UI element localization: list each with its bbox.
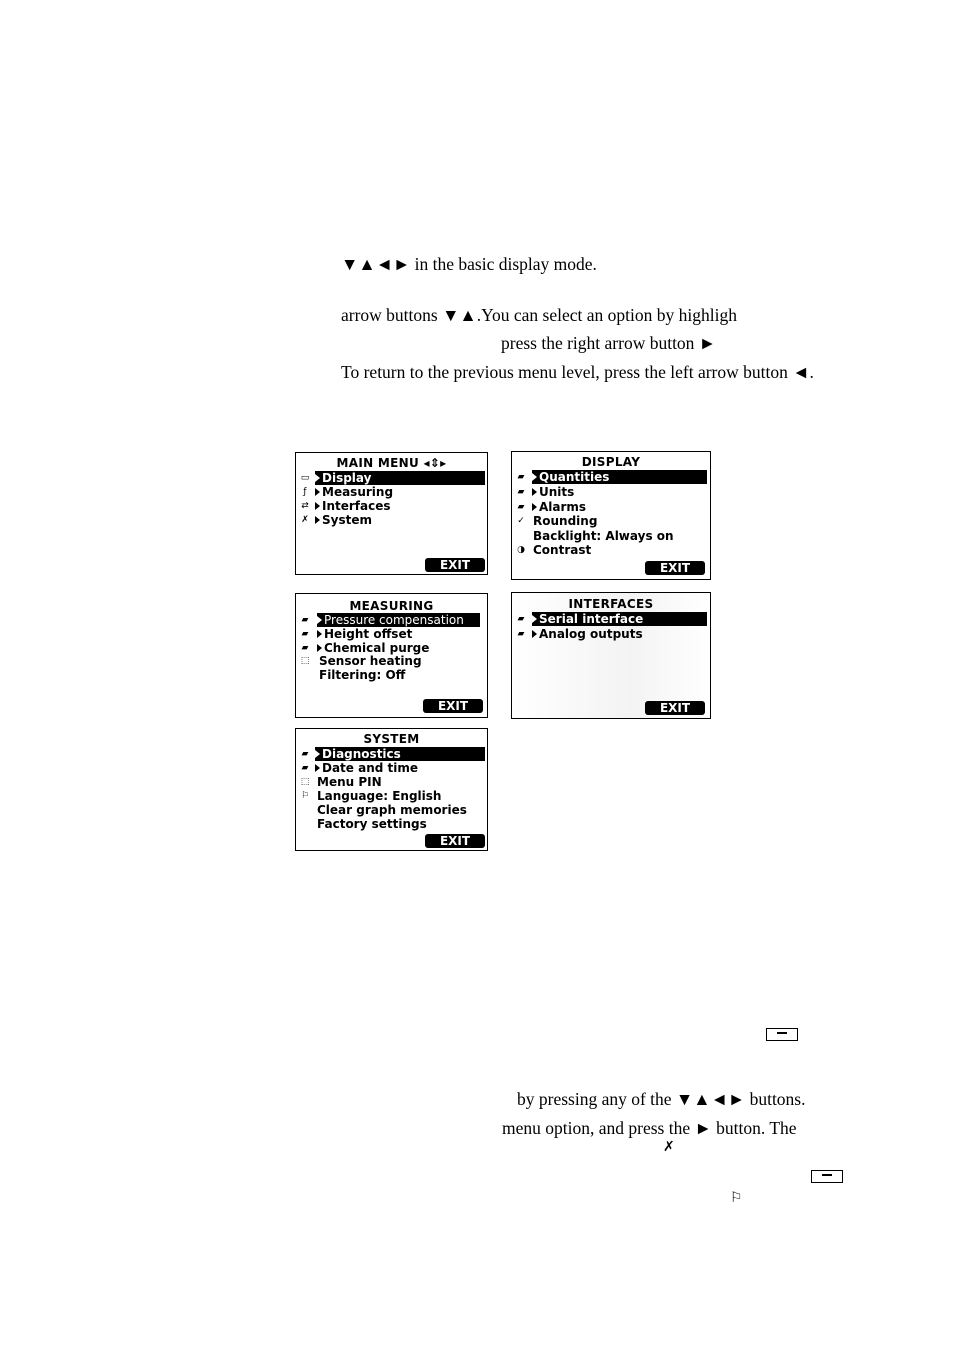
arrow-right-icon (317, 644, 322, 652)
measuring-title: MEASURING (349, 599, 434, 613)
menu-item-menu-pin[interactable]: ⬚ Menu PIN (300, 775, 382, 789)
folder-icon: ▰ (301, 749, 309, 759)
system-title: SYSTEM (363, 732, 420, 746)
text-line-2: arrow buttons ▼▲.You can select an option by highligh (341, 305, 737, 325)
exit-button[interactable]: EXIT (423, 699, 483, 713)
flag-icon: ⚐ (300, 791, 310, 801)
checkbox-icon: ⬚ (300, 777, 310, 787)
display-title: DISPLAY (581, 455, 641, 469)
measuring-screen (295, 593, 488, 718)
folder-icon: ▰ (517, 502, 525, 512)
menu-item-factory-settings[interactable]: Factory settings (317, 817, 427, 831)
interfaces-screen (511, 592, 711, 719)
main-menu-title: MAIN MENU ◂⇕▸ (336, 456, 447, 470)
exit-button[interactable]: EXIT (645, 561, 705, 575)
measuring-icon: ƒ (303, 487, 307, 497)
exit-button[interactable]: EXIT (645, 701, 705, 715)
folder-icon: ▰ (301, 763, 309, 773)
arrow-right-icon (315, 750, 320, 758)
menu-item-analog-outputs[interactable]: ▰ Analog outputs (517, 627, 643, 641)
folder-icon: ▰ (517, 487, 525, 497)
checkbox-icon: ⬚ (300, 656, 310, 666)
menu-item-language[interactable]: ⚐ Language: English (300, 789, 442, 803)
arrow-right-icon (317, 616, 322, 624)
function-key-icon (811, 1170, 843, 1183)
menu-item-backlight[interactable]: Backlight: Always on (533, 529, 674, 543)
arrow-right-icon (532, 488, 537, 496)
text-line-3: press the right arrow button ► (501, 333, 717, 353)
text-line-5: by pressing any of the ▼▲◄► buttons. (517, 1089, 806, 1109)
folder-icon: ▰ (517, 629, 525, 639)
arrow-right-icon (532, 503, 537, 511)
menu-item-clear-graph-memories[interactable]: Clear graph memories (317, 803, 467, 817)
menu-item-date-and-time[interactable]: ▰ Date and time (301, 761, 419, 775)
arrow-right-icon (532, 615, 537, 623)
display-screen (511, 451, 711, 580)
menu-item-alarms[interactable]: ▰ Alarms (517, 500, 587, 514)
menu-item-display[interactable]: ▭ Display (296, 471, 487, 485)
flag-icon: ⚐ (730, 1190, 743, 1206)
folder-icon: ▰ (301, 615, 309, 625)
menu-item-diagnostics[interactable]: ▰ Diagnostics (296, 747, 487, 761)
menu-item-serial-interface[interactable]: ▰ Serial interface (512, 612, 710, 626)
arrow-right-icon (315, 474, 320, 482)
interfaces-icon: ⇄ (301, 501, 309, 511)
menu-item-chemical-purge[interactable]: ▰ Chemical purge (301, 641, 430, 655)
arrow-right-icon (315, 502, 320, 510)
display-icon: ▭ (300, 473, 310, 483)
arrow-right-icon (532, 630, 537, 638)
folder-icon: ▰ (517, 472, 525, 482)
menu-item-rounding[interactable]: ✓ Rounding (517, 514, 598, 528)
menu-item-quantities[interactable]: ▰ Quantities (512, 470, 710, 484)
tool-icon: ✗ (301, 515, 309, 525)
menu-item-sensor-heating[interactable]: ⬚ Sensor heating (300, 654, 422, 668)
arrow-right-icon (532, 473, 537, 481)
exit-button[interactable]: EXIT (425, 834, 485, 848)
arrow-right-icon (315, 488, 320, 496)
tool-icon: ✗ (663, 1139, 675, 1155)
exit-button[interactable]: EXIT (425, 558, 485, 572)
menu-item-height-offset[interactable]: ▰ Height offset (301, 627, 413, 641)
text-line-1: ▼▲◄► in the basic display mode. (341, 254, 597, 274)
text-line-6: menu option, and press the ► button. The (502, 1118, 797, 1138)
system-screen (295, 728, 488, 851)
menu-item-contrast[interactable]: ◑ Contrast (517, 543, 592, 557)
menu-item-units[interactable]: ▰ Units (517, 485, 575, 499)
interfaces-title: INTERFACES (568, 597, 654, 611)
folder-icon: ▰ (517, 614, 525, 624)
text-line-4: To return to the previous menu level, press the left arrow button ◄. (341, 362, 814, 382)
menu-item-filtering[interactable]: Filtering: Off (319, 668, 406, 682)
folder-icon: ▰ (301, 643, 309, 653)
checkbox-checked-icon: ✓ (517, 516, 525, 526)
menu-item-pressure-compensation[interactable]: ▰ Pressure compensation (296, 613, 487, 627)
arrow-right-icon (315, 764, 320, 772)
menu-item-interfaces[interactable]: ⇄ Interfaces (301, 499, 391, 513)
contrast-icon: ◑ (517, 545, 525, 555)
main-menu-screen (295, 452, 488, 575)
arrow-right-icon (317, 630, 322, 638)
function-key-icon (766, 1028, 798, 1041)
menu-item-system[interactable]: ✗ System (301, 513, 372, 527)
menu-item-measuring[interactable]: ƒ Measuring (296, 485, 487, 499)
arrow-right-icon (315, 516, 320, 524)
folder-icon: ▰ (301, 629, 309, 639)
